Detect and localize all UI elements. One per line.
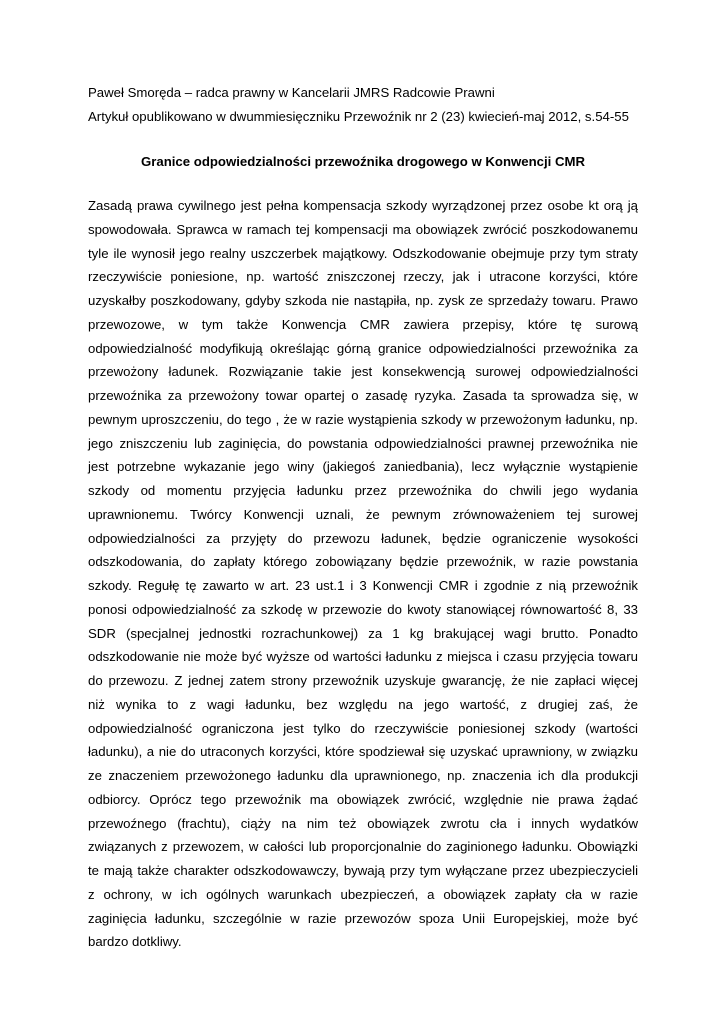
body-line: niż wynika to z wagi ładunku, bez względu na jego wartość, z drugiej zaś, że <box>88 696 638 712</box>
body-line: odpowiedzialność modyfikują określając górną granice odpowiedzialności przewoźnika za <box>88 340 638 356</box>
body-line: odpowiedzialności za przyjęty do przewozu ładunek, będzie ograniczenie wysokości <box>88 530 638 546</box>
body-line: ze znaczeniem przewożonego ładunku dla uprawnionego, np. znaczenia ich dla produkcji <box>88 768 638 783</box>
body-line: Zasadą prawa cywilnego jest pełna kompensacja szkody wyrządzonej przez osobe kt orą ją <box>88 198 638 213</box>
body-line: z ochrony, w ich ogólnych warunkach ubezpieczeń, a obowiązek zapłaty cła w razie <box>88 886 638 902</box>
body-line: szkody od momentu przyjęcia ładunku przez przewoźnika do chwili jego wydania <box>88 483 638 498</box>
body-line: przewożony ładunek. Rozwiązanie takie jest konsekwencją surowej odpowiedzialności <box>88 364 638 380</box>
body-line: związanych z przewozem, w całości lub proporcjonalnie do zaginionego ładunku. Obowiązki <box>88 839 638 855</box>
author-line: Paweł Smoręda – radca prawny w Kancelarii JMRS Radcowie Prawni <box>88 85 495 100</box>
body-line: odpowiedzialność ograniczona jest tylko do rzeczywiście poniesionej szkody (wartości <box>88 720 638 736</box>
body-line: tyle ile wynosił jego realny uszczerbek majątkowy. Odszkodowanie obejmuje przy tym straty <box>88 245 638 261</box>
article-title: Granice odpowiedzialności przewoźnika drogowego w Konwencji CMR <box>140 154 586 169</box>
body-line: spowodowała. Sprawca w ramach tej kompensacji ma obowiązek zwrócić poszkodowanemu <box>88 221 638 237</box>
body-line: do przewozu. Z jednej zatem strony przewoźnik uzyskuje gwarancję, że nie zapłaci więcej <box>88 673 638 688</box>
body-line: odbiorcy. Oprócz tego przewoźnik ma obowiązek zwrócić, względnie nie prawa żądać <box>88 791 638 807</box>
body-line: jest potrzebne wykazanie jego winy (jakiegoś zaniedbania), lecz wyłącznie wystąpienie <box>88 459 638 475</box>
body-line: te mają także charakter odszkodowawczy, bywają przy tym wyłączane przez ubezpieczycieli <box>88 863 638 878</box>
body-line: przewozowe, w tym także Konwencja CMR zawiera przepisy, które tę surową <box>88 316 638 332</box>
body-line: pewnym uproszczeniu, do tego , że w razie wystąpienia szkody w przewożonym ładunku, np. <box>88 411 638 427</box>
body-line: zaginięcia ładunku, szczególnie w razie przewozów spoza Unii Europejskiej, może być <box>88 910 638 926</box>
body-line: odszkodowanie nie może być wyższe od wartości ładunku z miejsca i czasu przyjęcia towaru <box>88 649 638 665</box>
body-line: bardzo dotkliwy. <box>88 934 182 950</box>
body-line: jego zniszczeniu lub zaginięcia, do powstania odpowiedzialności prawnej przewoźnika nie <box>88 435 638 451</box>
body-line: szkody. Regułę tę zawarto w art. 23 ust.1 i 3 Konwencji CMR i zgodnie z nią przewoźnik <box>88 578 638 593</box>
article-body <box>88 194 638 954</box>
body-line: przewoźnego (frachtu), ciąży na nim też obowiązek zwrotu cła i innych wydatków <box>88 815 638 831</box>
body-line: uprawnionemu. Twórcy Konwencji uznali, że pewnym zrównoważeniem tej surowej <box>88 506 638 522</box>
body-line: ładunku), a nie do utraconych korzyści, które spodziewał się uzyskać uprawniony, w związku <box>88 744 638 760</box>
body-line: ponosi odpowiedzialność za szkodę w przewozie do kwoty stanowiącej równowartość 8, 33 <box>88 601 638 617</box>
body-line: odszkodowania, do zapłaty którego zobowiązany będzie przewoźnik, w razie powstania <box>88 554 638 570</box>
body-line: uzyskałby poszkodowany, gdyby szkoda nie nastąpiła, np. zysk ze sprzedaży towaru. Prawo <box>88 293 638 308</box>
body-line: przewoźnika za przewożony towar opartej o zasadę ryzyka. Zasada ta sprowadza się, w <box>88 388 638 403</box>
publication-line: Artykuł opublikowano w dwummiesięczniku Przewoźnik nr 2 (23) kwiecień-maj 2012, s.54-55 <box>88 109 629 124</box>
body-line: rzeczywiście poniesione, np. wartość zniszczonej rzeczy, jak i utracone korzyści, które <box>88 269 638 285</box>
body-line: SDR (specjalnej jednostki rozrachunkowej) za 1 kg brakującej wagi brutto. Ponadto <box>88 625 638 641</box>
